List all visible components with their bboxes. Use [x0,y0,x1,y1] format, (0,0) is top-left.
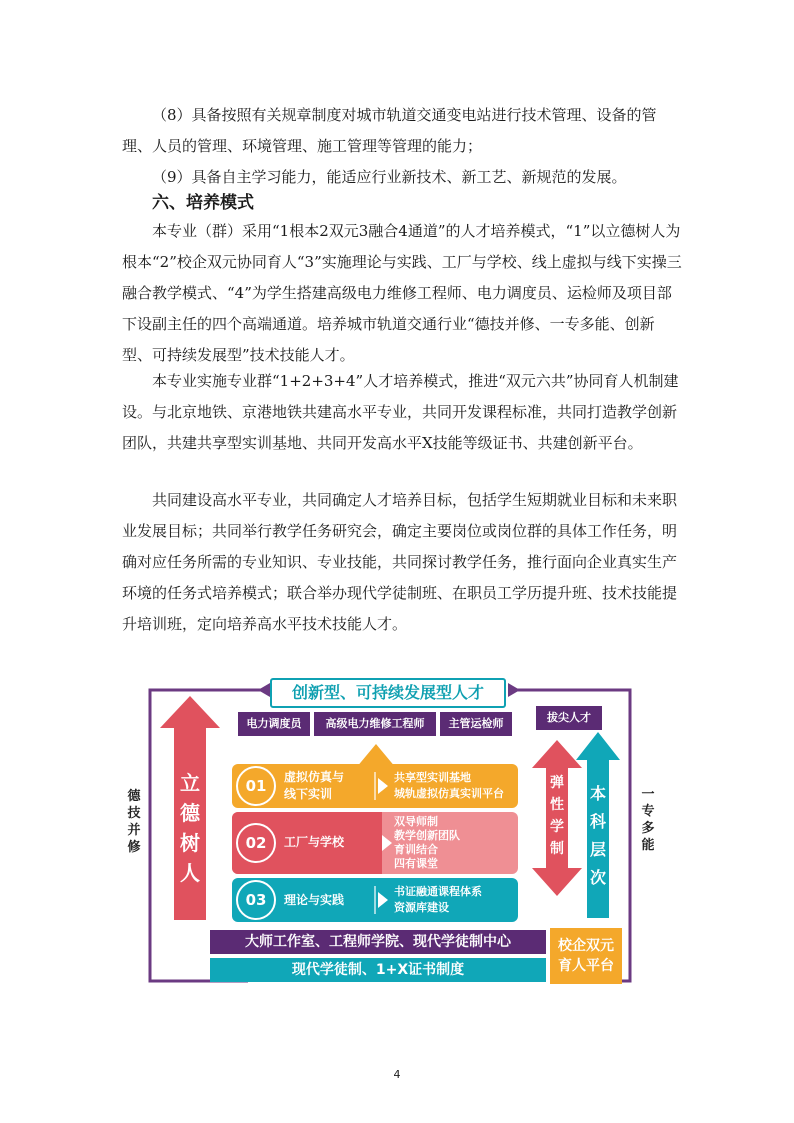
item-8: （8）具备按照有关规章制度对城市轨道交通变电站进行技术管理、设备的管理、人员的管理、环境管理、施工管理等管理的能力； [122,106,657,155]
row-01 [232,764,518,808]
platform-label-line1: 校企双元 [558,938,614,954]
row-02-detail-4: 四有课堂 [394,857,438,870]
paragraph-3: 共同建设高水平专业，共同确定人才培养目标，包括学生短期就业目标和未来职业发展目标；共同举行教学任务研究会，确定主要岗位或岗位群的具体工作任务，明确对应任务所需的专业知识、专业技能，共同探讨教学任务，推行面向企业真实生产环境的任务式培养模式；联合举办现代学徒制班、在职员工学历提升班、技术技能提升培训班，定向培养高水平技术技能人才。 [122,491,678,633]
row-02-number: 02 [236,823,276,863]
row-01-number: 01 [236,766,276,806]
left-arrow-text: 立德树人 [180,771,200,885]
platform-label-line2: 育人平台 [558,958,614,974]
row-01-label-line1: 虚拟仿真与 [284,770,345,784]
row-02-detail-2: 教学创新团队 [394,829,460,842]
row-02-label: 工厂与学校 [284,835,345,849]
left-side-label: 德技并修 [127,789,141,855]
page-number: 4 [393,1068,401,1081]
career-tag-engineer: 高级电力维修工程师 [314,712,436,736]
top-banner: 创新型、可持续发展型人才 [270,678,506,708]
row-03-detail-2: 资源库建设 [394,901,449,914]
paragraph-2: 本专业实施专业群“1+2+3+4”人才培养模式，推进“双元六共”协同育人机制建设。与北京地铁、京港地铁共建高水平专业，共同开发课程标准，共同打造教学创新团队，共建共享型实训基地、共同开发高水平X技能等级证书、共建创新平台。 [122,372,679,452]
bottom-bar-systems: 现代学徒制、1+X证书制度 [210,958,546,982]
row-03-number: 03 [236,880,276,920]
top-talent-tag: 拔尖人才 [536,706,602,730]
row-01-detail-1: 共享型实训基地 [394,771,471,784]
row-02-detail-3: 育训结合 [394,843,438,856]
career-tag-inspector: 主管运检师 [440,712,512,736]
career-tag-dispatcher: 电力调度员 [238,712,310,736]
section-heading: 六、培养模式 [152,193,254,213]
training-model-diagram [120,668,680,998]
flex-arrow-text: 弹性学制 [550,775,564,857]
row-01-detail-2: 城轨虚拟仿真实训平台 [394,787,504,800]
row-01-label-line2: 线下实训 [284,787,333,801]
platform-box [550,928,622,984]
item-9: （9）具备自主学习能力，能适应行业新技术、新工艺、新规范的发展。 [152,168,627,186]
paragraph-1: 本专业（群）采用“1根本2双元3融合4通道”的人才培养模式，“1”以立德树人为根本“2”校企双元协同育人“3”实施理论与实践、工厂与学校、线上虚拟与线下实操三融合教学模式、“4”为学生搭建高级电力维修工程师、电力调度员、运检师及项目部下设副主任的四个高端通道。培养城市轨道交通行业“德技并修、一专多能、创新型、可持续发展型”技术技能人才。 [122,222,682,364]
row-03 [232,878,518,922]
row-03-detail-1: 书证融通课程体系 [394,885,482,898]
row-03-label: 理论与实践 [284,893,345,907]
row-02 [232,812,518,874]
bottom-bar-institutes: 大师工作室、工程师学院、现代学徒制中心 [210,930,546,954]
row-02-detail-1: 双导师制 [394,815,438,828]
right-side-label: 一专多能 [641,787,655,853]
undergrad-arrow-text: 本科层次 [589,784,606,887]
